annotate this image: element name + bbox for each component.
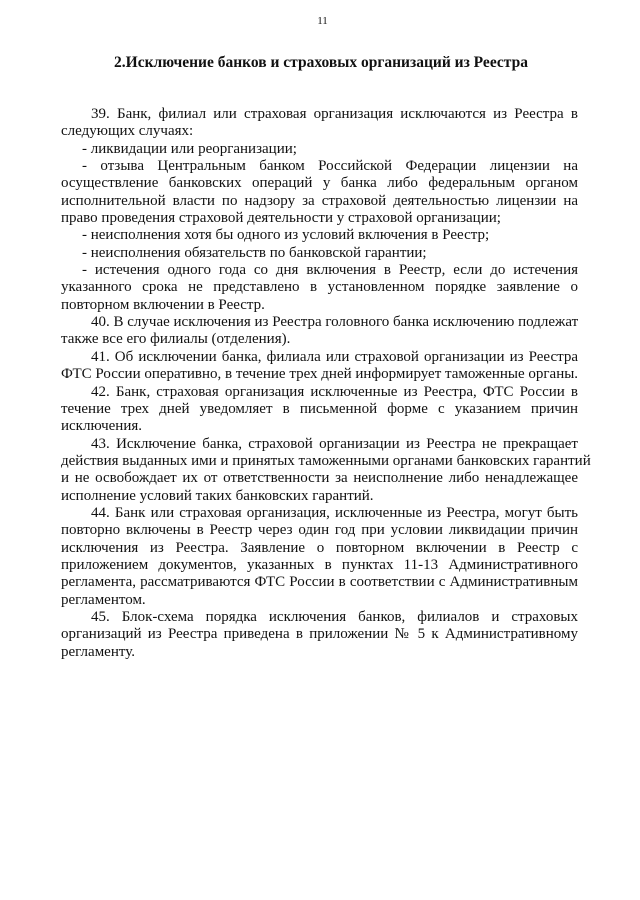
text-line: исключения. <box>61 418 142 435</box>
text-line: ФТС России оперативно, в течение трех дней информирует таможенные органы. <box>61 366 579 383</box>
text-line: приложением документов, указанных в пунктах 11-13 Административного <box>61 556 578 573</box>
text-line: осуществление банковских операций у банка либо федеральным органом <box>61 175 578 192</box>
text-line: течение трех дней уведомляет в письменной форме с указанием причин <box>61 400 578 417</box>
text-line: 45. Блок-схема порядка исключения банков, филиалов и страховых <box>91 608 578 625</box>
page-number: 11 <box>317 15 328 27</box>
text-line: - отзыва Центральным банком Российской Федерации лицензии на <box>82 158 578 175</box>
text-line: регламента, рассматриваются ФТС России в соответствии с Административным <box>61 574 578 591</box>
text-line: 40. В случае исключения из Реестра головного банка исключению подлежат <box>91 314 579 331</box>
text-line: 44. Банк или страховая организация, исключенные из Реестра, могут быть <box>91 504 578 521</box>
paragraph <box>61 505 578 609</box>
text-line: организаций из Реестра приведена в приложении № 5 к Административному <box>61 626 578 643</box>
paragraph <box>61 384 578 436</box>
text-line: повторном включении в Реестр. <box>61 296 265 313</box>
paragraph <box>61 262 578 314</box>
paragraph <box>61 314 578 349</box>
text-line: регламенту. <box>61 643 135 660</box>
paragraph <box>61 227 578 244</box>
text-line: 39. Банк, филиал или страховая организация исключаются из Реестра в <box>91 106 578 122</box>
paragraph <box>61 158 578 227</box>
text-line: право проведения страховой деятельности у страховой организации; <box>61 210 501 227</box>
text-line: действия выданных ими и принятых таможенными органами банковских гарантий <box>61 452 591 469</box>
text-line: 42. Банк, страховая организация исключенные из Реестра, ФТС России в <box>91 383 578 400</box>
text-line: - истечения одного года со дня включения в Реестр, если до истечения <box>82 262 578 279</box>
paragraph <box>61 106 578 141</box>
paragraph <box>61 245 578 262</box>
paragraph <box>61 609 578 661</box>
text-line: 43. Исключение банка, страховой организации из Реестра не прекращает <box>91 435 578 452</box>
document-body <box>61 106 591 661</box>
text-line: указанного срока не представлено в установленном порядке заявление о <box>61 279 578 296</box>
paragraph <box>61 435 591 505</box>
text-line: - неисполнения обязательств по банковской гарантии; <box>82 244 427 261</box>
text-line: следующих случаях: <box>61 123 194 140</box>
text-line: 41. Об исключении банка, филиала или страховой организации из Реестра <box>91 348 578 365</box>
text-line: также все его филиалы (отделения). <box>61 331 291 348</box>
text-line: повторно включены в Реестр через один год при условии ликвидации причин <box>61 522 578 539</box>
text-line: исключения из Реестра. Заявление о повторном включении в Реестр с <box>61 539 578 556</box>
text-line: - неисполнения хотя бы одного из условий включения в Реестр; <box>82 227 490 244</box>
paragraph <box>61 141 578 158</box>
text-line: регламентом. <box>61 591 146 608</box>
text-line: и не освобождает их от ответственности за неисполнение либо ненадлежащее <box>61 470 578 487</box>
section-title: 2.Исключение банков и страховых организаций из Реестра <box>114 54 528 71</box>
text-line: исполнение условий таких банковских гарантий. <box>61 487 374 504</box>
text-line: исполнительной власти по надзору за страховой деятельностью лицензии на <box>61 192 578 209</box>
paragraph <box>61 349 578 384</box>
text-line: - ликвидации или реорганизации; <box>82 140 297 157</box>
